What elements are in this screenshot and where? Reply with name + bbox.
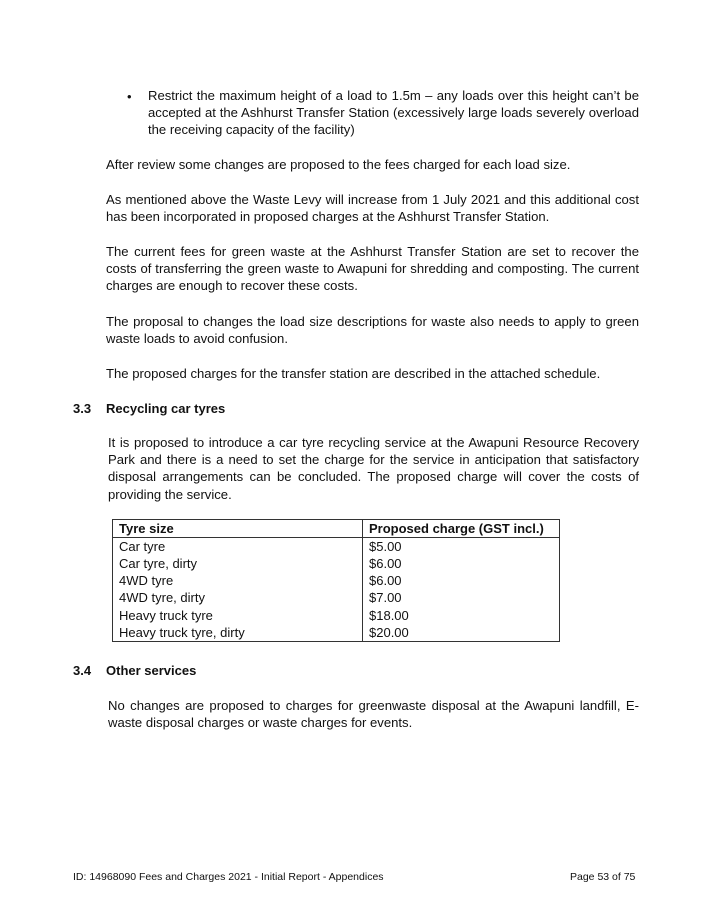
paragraph-load-size: The proposal to changes the load size descriptions for waste also needs to apply to green waste loads to avoid confusion. [106, 314, 639, 347]
table-row [113, 573, 560, 590]
cell-charge: $6.00 [363, 555, 560, 572]
cell-tyre-size: Heavy truck tyre, dirty [113, 624, 363, 642]
cell-charge: $6.00 [363, 573, 560, 590]
table-row [113, 538, 560, 556]
cell-charge: $5.00 [363, 538, 560, 556]
tyre-charges-table [112, 519, 560, 642]
section-3-3-number: 3.3 [73, 401, 92, 416]
section-3-3-title: Recycling car tyres [106, 401, 226, 416]
bullet-dot: • [127, 89, 132, 104]
cell-charge: $7.00 [363, 590, 560, 607]
cell-tyre-size: 4WD tyre [113, 573, 363, 590]
header-proposed-charge: Proposed charge (GST incl.) [363, 520, 560, 538]
section-3-3-text: It is proposed to introduce a car tyre recycling service at the Awapuni Resource Recovery Park and there is a need to set the charge for the service in anticipation that satisfactory disposal arrangements can be concluded. The proposed charge will cover the costs of providing the service. [108, 435, 639, 502]
cell-tyre-size: Car tyre [113, 538, 363, 556]
footer-page-number: Page 53 of 75 [570, 871, 636, 883]
cell-tyre-size: Heavy truck tyre [113, 607, 363, 624]
header-tyre-size: Tyre size [113, 520, 363, 538]
table-row [113, 590, 560, 607]
paragraph-schedule: The proposed charges for the transfer station are described in the attached schedule. [106, 366, 601, 381]
table-header-row [113, 520, 560, 538]
section-3-4-number: 3.4 [73, 663, 92, 678]
footer-document-id: ID: 14968090 Fees and Charges 2021 - Initial Report - Appendices [73, 871, 384, 883]
table-row [113, 624, 560, 642]
paragraph-green-waste-fees: The current fees for green waste at the Ashhurst Transfer Station are set to recover the costs of transferring the green waste to Awapuni for shredding and composting. The current charges are enough to recover these costs. [106, 244, 639, 294]
cell-tyre-size: Car tyre, dirty [113, 555, 363, 572]
paragraph-review: After review some changes are proposed to the fees charged for each load size. [106, 157, 571, 172]
bullet-text: Restrict the maximum height of a load to 1.5m – any loads over this height can’t be accepted at the Ashhurst Transfer Station (excessively large loads severely overload the receiving capacity of the facility) [148, 88, 639, 138]
section-3-4-text: No changes are proposed to charges for greenwaste disposal at the Awapuni landfill, E-waste disposal charges or waste charges for events. [108, 698, 639, 731]
paragraph-waste-levy: As mentioned above the Waste Levy will increase from 1 July 2021 and this additional cost has been incorporated in proposed charges at the Ashhurst Transfer Station. [106, 192, 639, 225]
table-row [113, 555, 560, 572]
cell-tyre-size: 4WD tyre, dirty [113, 590, 363, 607]
cell-charge: $20.00 [363, 624, 560, 642]
table-row [113, 607, 560, 624]
cell-charge: $18.00 [363, 607, 560, 624]
section-3-4-title: Other services [106, 663, 197, 678]
